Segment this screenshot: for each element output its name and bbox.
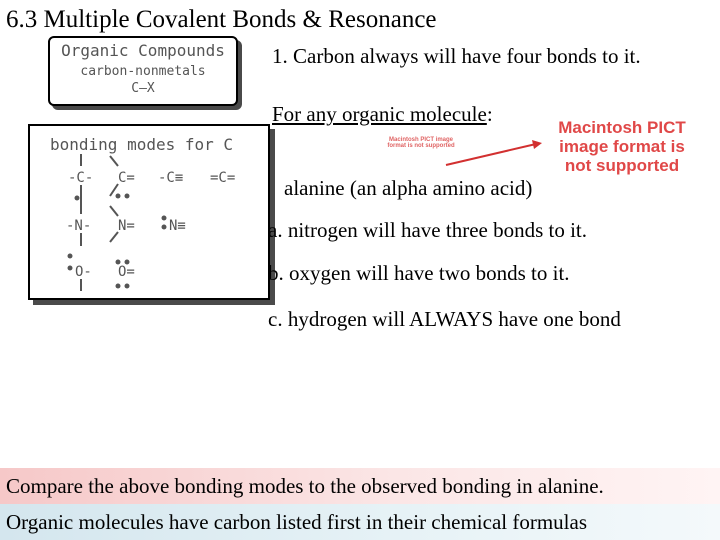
lone-pair-dot bbox=[162, 216, 167, 221]
nitrogen-double-bond: N= bbox=[118, 218, 135, 234]
carbon-single-bonds: -C- bbox=[68, 170, 94, 186]
point-oxygen: b. oxygen will have two bonds to it. bbox=[268, 261, 570, 285]
lone-pair-dot bbox=[125, 284, 130, 289]
bond-line bbox=[110, 206, 118, 216]
nitrogen-triple-bond: N≡ bbox=[169, 218, 186, 234]
point-hydrogen: c. hydrogen will ALWAYS have one bond bbox=[268, 307, 621, 331]
nitrogen-single-bonds: -N- bbox=[66, 218, 92, 234]
page-title: 6.3 Multiple Covalent Bonds & Resonance bbox=[6, 6, 437, 33]
carbon-triple-bond: -C≡ bbox=[158, 170, 184, 186]
point-nitrogen: a. nitrogen will have three bonds to it. bbox=[268, 218, 588, 242]
organic-molecule-line bbox=[272, 102, 493, 127]
carbon-nonmetals-label: carbon-nonmetals bbox=[80, 64, 206, 79]
lone-pair-dot bbox=[68, 266, 73, 271]
lone-pair-dot bbox=[116, 284, 121, 289]
pict-unsupported-placeholder: Macintosh PICT image format is not supported bbox=[558, 118, 686, 175]
bonding-modes-box bbox=[28, 124, 270, 300]
bonding-modes-diagram bbox=[30, 126, 268, 298]
point-carbon-four-bonds: 1. Carbon always will have four bonds to it. bbox=[272, 44, 641, 68]
arrow-to-pict bbox=[440, 138, 546, 170]
bond-line bbox=[110, 232, 118, 242]
bond-line bbox=[110, 156, 118, 166]
oxygen-single-bonds: O- bbox=[75, 264, 92, 280]
compare-banner: Compare the above bonding modes to the observed bonding in alanine. bbox=[0, 468, 720, 504]
formula-note-banner: Organic molecules have carbon listed first in their chemical formulas bbox=[0, 504, 720, 540]
lone-pair-dot bbox=[116, 194, 121, 199]
lone-pair-dot bbox=[125, 194, 130, 199]
bonding-modes-title: bonding modes for C bbox=[50, 135, 234, 154]
alanine-caption: alanine (an alpha amino acid) bbox=[284, 176, 533, 200]
organic-molecule-colon: : bbox=[486, 102, 493, 126]
organic-molecule-label: For any organic molecule bbox=[272, 102, 487, 126]
organic-compounds-heading: Organic Compounds bbox=[61, 41, 225, 60]
carbon-two-double-bonds: =C= bbox=[210, 170, 236, 186]
lone-pair-dot bbox=[75, 196, 80, 201]
oxygen-double-bond: O= bbox=[118, 264, 135, 280]
small-pict-placeholder: Macintosh PICT image format is not supported bbox=[387, 137, 455, 149]
carbon-x-formula: C—X bbox=[131, 81, 155, 96]
carbon-double-bond: C= bbox=[118, 170, 135, 186]
organic-compounds-box bbox=[48, 36, 238, 106]
lone-pair-dot bbox=[68, 254, 73, 259]
lone-pair-dot bbox=[162, 225, 167, 230]
